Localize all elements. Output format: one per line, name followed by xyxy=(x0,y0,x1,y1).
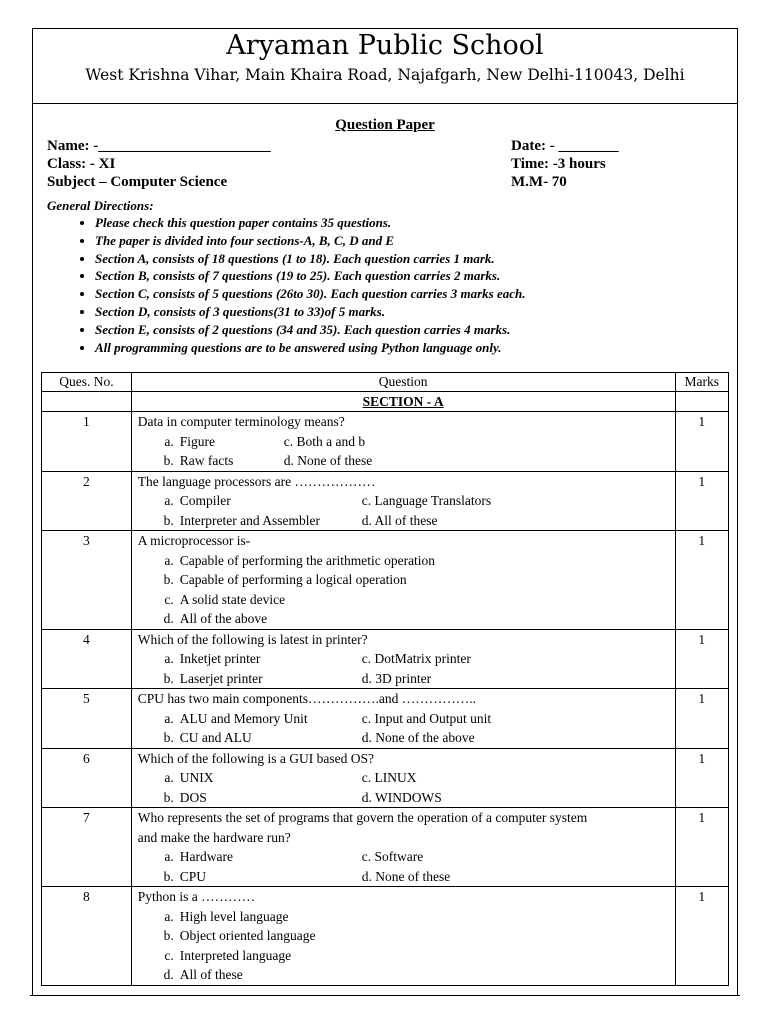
question-row xyxy=(42,887,729,986)
options-list xyxy=(132,907,675,985)
subject-label: Subject – Computer Science xyxy=(47,174,228,190)
question-number: 3 xyxy=(42,531,132,630)
options-list xyxy=(132,768,675,807)
question-number: 8 xyxy=(42,887,132,986)
option-row xyxy=(132,649,675,669)
option-letter: a. xyxy=(164,552,174,568)
option-text: A solid state device xyxy=(179,591,286,607)
options-list xyxy=(132,432,675,471)
school-address: West Krishna Vihar, Main Khaira Road, Najafgarh, New Delhi-110043, Delhi xyxy=(85,66,685,84)
question-cell xyxy=(131,887,675,986)
option-text-alt: c. Language Translators xyxy=(361,493,492,508)
question-number: 5 xyxy=(42,689,132,749)
question-text: Who represents the set of programs that govern the operation of a computer system xyxy=(137,810,588,825)
question-row xyxy=(42,412,729,472)
option-row xyxy=(132,907,675,927)
option-row xyxy=(132,847,675,867)
school-header xyxy=(33,29,737,104)
option-text: Interpreted language xyxy=(179,947,292,963)
question-text: Which of the following is latest in printer? xyxy=(137,631,368,647)
option-row xyxy=(132,590,675,610)
school-name: Aryaman Public School xyxy=(226,30,544,61)
option-row xyxy=(132,728,675,748)
max-marks-label: M.M- 70 xyxy=(511,174,567,190)
option-letter: b. xyxy=(163,572,174,587)
direction-item: • Section C, consists of 5 questions (26to 30). Each question carries 3 marks each. xyxy=(95,285,717,303)
option-row xyxy=(132,551,675,571)
option-text: UNIX xyxy=(179,770,214,785)
direction-item: • The paper is divided into four sections-A, B, C, D and E xyxy=(95,232,717,250)
option-text: Capable of performing the arithmetic operation xyxy=(179,552,436,568)
options-list xyxy=(132,649,675,688)
question-cell xyxy=(131,412,675,472)
options-list xyxy=(132,551,675,629)
option-text: High level language xyxy=(179,908,289,924)
direction-item: • Section D, consists of 3 questions(31 to 33)of 5 marks. xyxy=(95,303,717,321)
question-cell xyxy=(131,748,675,808)
class-label: Class: - XI xyxy=(47,156,116,172)
option-text-alt: c. Software xyxy=(361,849,424,864)
question-cell xyxy=(131,531,675,630)
direction-item: • All programming questions are to be answered using Python language only. xyxy=(95,339,717,357)
name-field: Name: -_______________________ xyxy=(47,138,271,154)
header-marks: Marks xyxy=(675,373,728,392)
question-text: Python is a ………… xyxy=(137,889,256,904)
option-text: CPU xyxy=(179,868,207,884)
direction-item: • Section A, consists of 18 questions (1 to 18). Each question carries 1 mark. xyxy=(95,250,717,268)
question-cell xyxy=(131,689,675,749)
option-text-alt: d. None of these xyxy=(361,868,451,884)
option-letter: c. xyxy=(164,947,174,963)
option-letter: a. xyxy=(164,710,174,726)
option-letter: b. xyxy=(163,453,174,468)
option-row xyxy=(132,511,675,531)
question-text: Data in computer terminology means? xyxy=(137,414,345,429)
direction-item: • Section E, consists of 2 questions (34 and 35). Each question carries 4 marks. xyxy=(95,321,717,339)
page-title: Question Paper xyxy=(335,117,435,133)
option-text-alt: d. All of these xyxy=(361,512,438,528)
option-row xyxy=(132,570,675,590)
options-list xyxy=(132,491,675,530)
option-text: Raw facts xyxy=(179,453,234,468)
question-text: CPU has two main components…………….and …………….. xyxy=(137,691,477,706)
question-marks: 1 xyxy=(675,412,728,472)
header-question: Question xyxy=(131,373,675,392)
question-row xyxy=(42,748,729,808)
header-ques-no: Ques. No. xyxy=(42,373,132,392)
option-letter: b. xyxy=(163,670,174,686)
option-letter: b. xyxy=(163,512,174,528)
question-number: 4 xyxy=(42,629,132,689)
option-text-alt: d. 3D printer xyxy=(361,670,432,686)
option-text: CU and ALU xyxy=(179,730,252,745)
question-text: The language processors are ……………… xyxy=(137,473,376,489)
question-row xyxy=(42,689,729,749)
option-text: All of the above xyxy=(179,611,268,626)
question-cell xyxy=(131,629,675,689)
option-text-alt: d. None of these xyxy=(283,453,373,468)
option-text: Capable of performing a logical operation xyxy=(179,572,407,587)
question-text-continued: and make the hardware run? xyxy=(137,829,291,845)
option-text: Compiler xyxy=(179,493,231,508)
option-text-alt: c. DotMatrix printer xyxy=(361,651,471,666)
section-title: SECTION - A xyxy=(131,392,675,412)
options-list xyxy=(132,709,675,748)
question-marks: 1 xyxy=(675,748,728,808)
option-text: Interpreter and Assembler xyxy=(179,512,320,528)
section-row xyxy=(42,392,729,412)
option-letter: d. xyxy=(163,611,174,626)
option-letter: b. xyxy=(163,868,174,884)
question-number: 1 xyxy=(42,412,132,472)
option-letter: c. xyxy=(164,591,174,607)
question-marks: 1 xyxy=(675,629,728,689)
option-text: Object oriented language xyxy=(179,928,316,943)
option-row xyxy=(132,709,675,729)
option-text: All of these xyxy=(179,967,243,982)
option-row xyxy=(132,451,675,471)
option-row xyxy=(132,432,675,452)
option-letter: a. xyxy=(164,908,174,924)
option-letter: a. xyxy=(164,849,174,864)
direction-item: • Please check this question paper contains 35 questions. xyxy=(95,214,717,232)
option-row xyxy=(132,788,675,808)
option-row xyxy=(132,609,675,629)
option-text: DOS xyxy=(179,789,207,805)
question-row xyxy=(42,629,729,689)
option-text: Laserjet printer xyxy=(179,670,263,686)
option-text-alt: c. LINUX xyxy=(361,770,417,785)
direction-item: • Section B, consists of 7 questions (19 to 25). Each question carries 2 marks. xyxy=(95,267,717,285)
option-row xyxy=(132,669,675,689)
directions-list xyxy=(47,214,717,356)
option-letter: a. xyxy=(164,433,174,449)
date-field: Date: - ________ xyxy=(511,138,619,154)
options-list xyxy=(132,847,675,886)
option-letter: d. xyxy=(163,967,174,982)
question-cell xyxy=(131,471,675,531)
question-marks: 1 xyxy=(675,531,728,630)
option-row xyxy=(132,768,675,788)
question-marks: 1 xyxy=(675,887,728,986)
option-letter: a. xyxy=(164,770,174,785)
page-edge xyxy=(30,995,740,998)
question-row xyxy=(42,808,729,887)
option-text-alt: d. WINDOWS xyxy=(361,789,442,805)
option-row xyxy=(132,946,675,966)
option-text: ALU and Memory Unit xyxy=(179,710,308,726)
question-number: 6 xyxy=(42,748,132,808)
question-cell xyxy=(131,808,675,887)
question-number: 2 xyxy=(42,471,132,531)
option-letter: a. xyxy=(164,493,174,508)
question-marks: 1 xyxy=(675,808,728,887)
question-paper-page xyxy=(32,28,738,996)
option-text: Hardware xyxy=(179,849,233,864)
option-text-alt: c. Both a and b xyxy=(283,433,366,449)
option-letter: b. xyxy=(163,789,174,805)
option-text-alt: d. None of the above xyxy=(361,730,475,745)
general-directions xyxy=(47,197,717,356)
question-row xyxy=(42,471,729,531)
option-text: Inketjet printer xyxy=(179,651,261,666)
option-letter: a. xyxy=(164,651,174,666)
question-number: 7 xyxy=(42,808,132,887)
option-row xyxy=(132,965,675,985)
option-letter: b. xyxy=(163,928,174,943)
option-row xyxy=(132,926,675,946)
question-marks: 1 xyxy=(675,689,728,749)
option-text: Figure xyxy=(179,433,216,449)
option-row xyxy=(132,491,675,511)
option-letter: b. xyxy=(163,730,174,745)
table-header-row xyxy=(42,373,729,392)
question-row xyxy=(42,531,729,630)
directions-title: General Directions: xyxy=(47,198,154,213)
questions-table xyxy=(41,372,729,986)
question-text: Which of the following is a GUI based OS? xyxy=(137,750,374,766)
option-text-alt: c. Input and Output unit xyxy=(361,710,492,726)
time-label: Time: -3 hours xyxy=(511,156,606,172)
question-text: A microprocessor is- xyxy=(137,533,251,548)
option-row xyxy=(132,867,675,887)
question-marks: 1 xyxy=(675,471,728,531)
